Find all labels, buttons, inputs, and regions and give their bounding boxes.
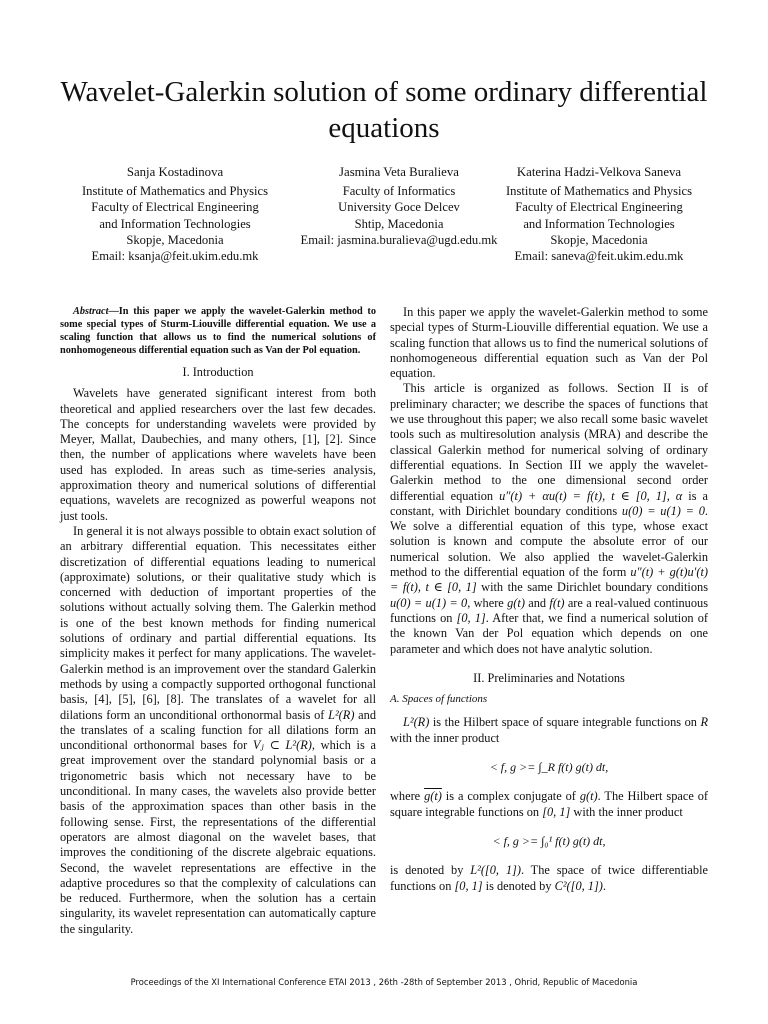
math-inline: f(t) xyxy=(549,595,565,610)
math-inline: g(t) xyxy=(424,789,442,804)
author-affiliation: and Information Technologies xyxy=(99,216,251,231)
math-inline: u″(t) + αu(t) = f(t), t ∈ [0, 1], α xyxy=(499,488,683,503)
math-inline: u(0) = u(1) = 0 xyxy=(621,503,705,518)
author-affiliation: Institute of Mathematics and Physics xyxy=(505,184,693,199)
author-affiliation: Faculty of Informatics xyxy=(342,184,456,199)
author-name: Katerina Hadzi-Velkova Saneva xyxy=(516,165,682,179)
section-heading: I. Introduction xyxy=(182,365,254,379)
math-inline: C²([0, 1]) xyxy=(554,878,603,893)
left-column xyxy=(60,305,376,937)
author-location: Skopje, Macedonia xyxy=(550,232,648,247)
author-affiliation: Faculty of Electrical Engineering xyxy=(91,200,259,215)
author-name: Jasmina Veta Buralieva xyxy=(339,165,459,179)
paragraph: This article is organized as follows. Section II is of preliminary character; we describe the spaces of functions that we use throughout this paper; we also recall some basic wavelet tools such as multiresolution analysis (MRA) and describe the classical Galerkin method for numerical solving of ordinary differential equations. In Section III we apply the wavelet-Galerkin method to the one dimensional second order differential equation u″(t) + αu(t) = f(t), t ∈ [0, 1], α is a constant, with Dirichlet boundary conditions u(0) = u(1) = 0. We solve a differential equation of this type, whose exact solution is known and compute the absolute error of our numerical solution. We also applied the wavelet-Galerkin method to the differential equation of the form u″(t) + g(t)u′(t) = f(t), t ∈ [0, 1] with the same Dirichlet boundary conditions u(0) = u(1) = 0, where g(t) and f(t) are a real-valued continuous functions on [0, 1]. After that, we find a numerical solution of the known Van der Pol equation which depends on one parameter and which does not have analytic solution. xyxy=(390,381,708,656)
paper-title: Wavelet-Galerkin solution of some ordinary differential equations xyxy=(60,76,708,144)
subsection-heading: A. Spaces of functions xyxy=(390,693,488,706)
math-inline: R xyxy=(700,715,708,730)
math-inline: g(t) xyxy=(507,595,525,610)
right-column xyxy=(390,305,708,894)
author-affiliation: Institute of Mathematics and Physics xyxy=(81,184,269,199)
math-inline: u″(t) + g(t)u′(t) = f(t), t ∈ [0, 1] xyxy=(390,565,708,595)
math-inline: [0, 1] xyxy=(456,610,486,625)
math-inline: u(0) = u(1) = 0 xyxy=(390,595,468,610)
math-inline: g(t) xyxy=(579,789,598,804)
abstract-label: Abstract xyxy=(73,306,109,317)
math-inline: Vⱼ ⊂ L²(R) xyxy=(252,738,312,753)
author-email: Email: jasmina.buralieva@ugd.edu.mk xyxy=(300,232,498,247)
math-inline: L²(R) xyxy=(328,707,355,722)
abstract xyxy=(60,305,376,357)
math-inline: L²([0, 1]) xyxy=(470,863,521,878)
author-block xyxy=(274,164,524,248)
paragraph: L²(R) is the Hilbert space of square integrable functions on R with the inner product xyxy=(390,715,708,745)
equation: < f, g >= ∫_R f(t) g(t) dt, xyxy=(489,760,609,775)
author-block xyxy=(492,164,706,264)
paragraph: In general it is not always possible to obtain exact solution of an arbitrary differential equation. This necessitates either discretization of differential equations leading to numerical (approximate) solutions, or their qualitative study which is concerned with deduction of important properties of the solutions without actually solving them. The Galerkin method is one of the best known methods for finding numerical solutions of ordinary and partial differential equations. Its simplicity makes it perfect for many applications. The wavelet-Galerkin method is an improvement over the standard Galerkin methods by using a compactly supported orthogonal functional basis, [4], [5], [6], [8]. The translates of a wavelet for all dilations form an unconditional orthonormal basis of L²(R) and the translates of a scaling function for all dilations form an unconditional orthonormal bases for Vⱼ ⊂ L²(R), which is a great improvement over the standard polynomial basis or a trigonometric basis which not necessary have to be unconditional. In many cases, the wavelets also provide better basis of the approximation spaces than other basis in the following sense. First, the representations of the differential operators are almost diagonal on the wavelet bases, that improves the conditioning of the discrete algebraic equations. Second, the wavelet representations are effective in the adaptive procedures so that the complexity of calculations can be reduced. Furthermore, when the solution has a certain singularity, its wavelet representation can automatically capture the singularity. xyxy=(60,523,376,936)
author-location: Shtip, Macedonia xyxy=(354,216,444,231)
author-affiliation: Faculty of Electrical Engineering xyxy=(515,200,683,215)
footer: Proceedings of the XI International Conference ETAI 2013 , 26th -28th of September 2013 , Ohrid, Republic of Macedonia xyxy=(130,977,638,987)
abstract-text: —In this paper we apply the wavelet-Galerkin method to some special types of Sturm-Liouville differential equation. We use a scaling function that allows us to find the numerical solutions of nonhomogeneous differential equation such as Van der Pol equation. xyxy=(60,306,376,356)
author-name: Sanja Kostadinova xyxy=(126,165,224,179)
author-affiliation: University Goce Delcev xyxy=(338,200,460,215)
math-inline: [0, 1] xyxy=(542,804,571,819)
paragraph: where g(t) is a complex conjugate of g(t). The Hilbert space of square integrable functions on [0, 1] with the inner product xyxy=(390,789,708,819)
paragraph: is denoted by L²([0, 1]). The space of twice differentiable functions on [0, 1] is denoted by C²([0, 1]). xyxy=(390,863,708,893)
paragraph: Wavelets have generated significant interest from both theoretical and applied researchers over the last few decades. The concepts for understanding wavelets were provided by Meyer, Mallat, Daubechies, and many others, [1], [2]. Since then, the number of applications where wavelets have been used has exploded. In areas such as time-series analysis, approximation theory and numerical solutions of differential equations, wavelets are recognized as powerful weapons not just tools. xyxy=(60,386,376,523)
author-affiliation: and Information Technologies xyxy=(523,216,675,231)
author-email: Email: ksanja@feit.ukim.edu.mk xyxy=(91,249,259,264)
paragraph: In this paper we apply the wavelet-Galerkin method to some special types of Sturm-Liouville differential equation. We use a scaling function that allows us to find the numerical solutions of nonhomogeneous differential equation such as Van der Pol equation. xyxy=(390,305,708,381)
author-block xyxy=(66,164,284,264)
section-heading: II. Preliminaries and Notations xyxy=(473,670,625,685)
equation: < f, g >= ∫₀¹ f(t) g(t) dt, xyxy=(492,833,606,848)
author-email: Email: saneva@feit.ukim.edu.mk xyxy=(514,249,684,264)
author-location: Skopje, Macedonia xyxy=(126,232,224,247)
math-inline: L²(R) xyxy=(403,715,430,730)
math-inline: [0, 1] xyxy=(454,878,483,893)
